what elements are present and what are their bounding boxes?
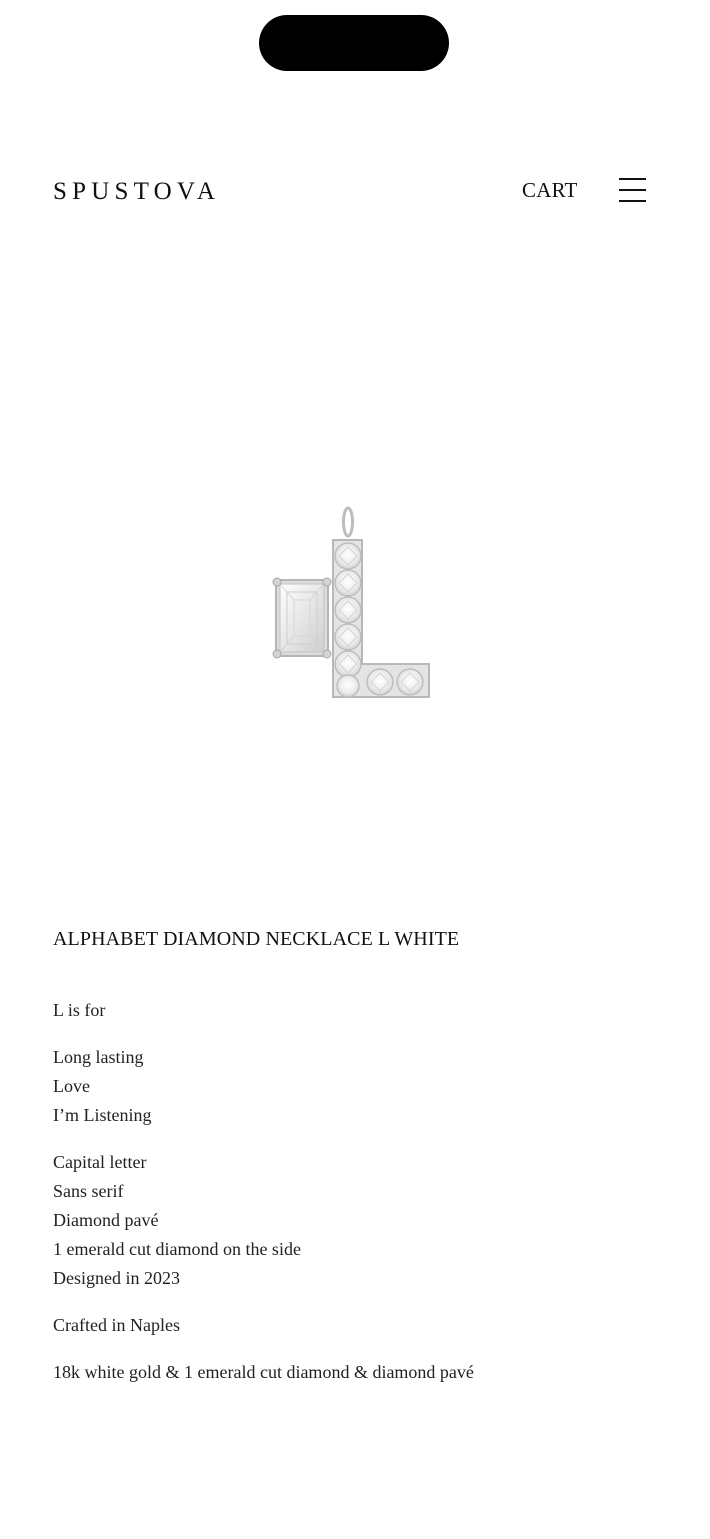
hamburger-menu-icon[interactable] — [619, 177, 647, 203]
description-materials — [53, 1358, 653, 1387]
materials-line: 18k white gold & 1 emerald cut diamond & diamond pavé — [53, 1362, 474, 1382]
product-title: ALPHABET DIAMOND NECKLACE L WHITE — [53, 928, 460, 950]
intro-line: L is for — [53, 1000, 106, 1020]
product-description — [53, 996, 653, 1405]
feature-line: Sans serif — [53, 1181, 124, 1201]
feature-line: 1 emerald cut diamond on the side — [53, 1239, 301, 1259]
description-features — [53, 1148, 653, 1293]
word-line: Love — [53, 1076, 90, 1096]
feature-line: Diamond pavé — [53, 1210, 159, 1230]
description-intro — [53, 996, 653, 1025]
menu-bar-middle — [619, 189, 646, 191]
cart-link[interactable]: CART — [522, 178, 578, 202]
description-words — [53, 1043, 653, 1130]
feature-line: Designed in 2023 — [53, 1268, 180, 1288]
menu-bar-top — [619, 178, 646, 180]
menu-bar-bottom — [619, 200, 646, 202]
description-origin — [53, 1311, 653, 1340]
brand-logo[interactable]: SPUSTOVA — [53, 178, 221, 205]
device-notch — [259, 15, 449, 71]
feature-line: Capital letter — [53, 1152, 147, 1172]
origin-line: Crafted in Naples — [53, 1315, 180, 1335]
word-line: I’m Listening — [53, 1105, 152, 1125]
diamond-letter-l-pendant-image — [240, 496, 470, 716]
word-line: Long lasting — [53, 1047, 144, 1067]
